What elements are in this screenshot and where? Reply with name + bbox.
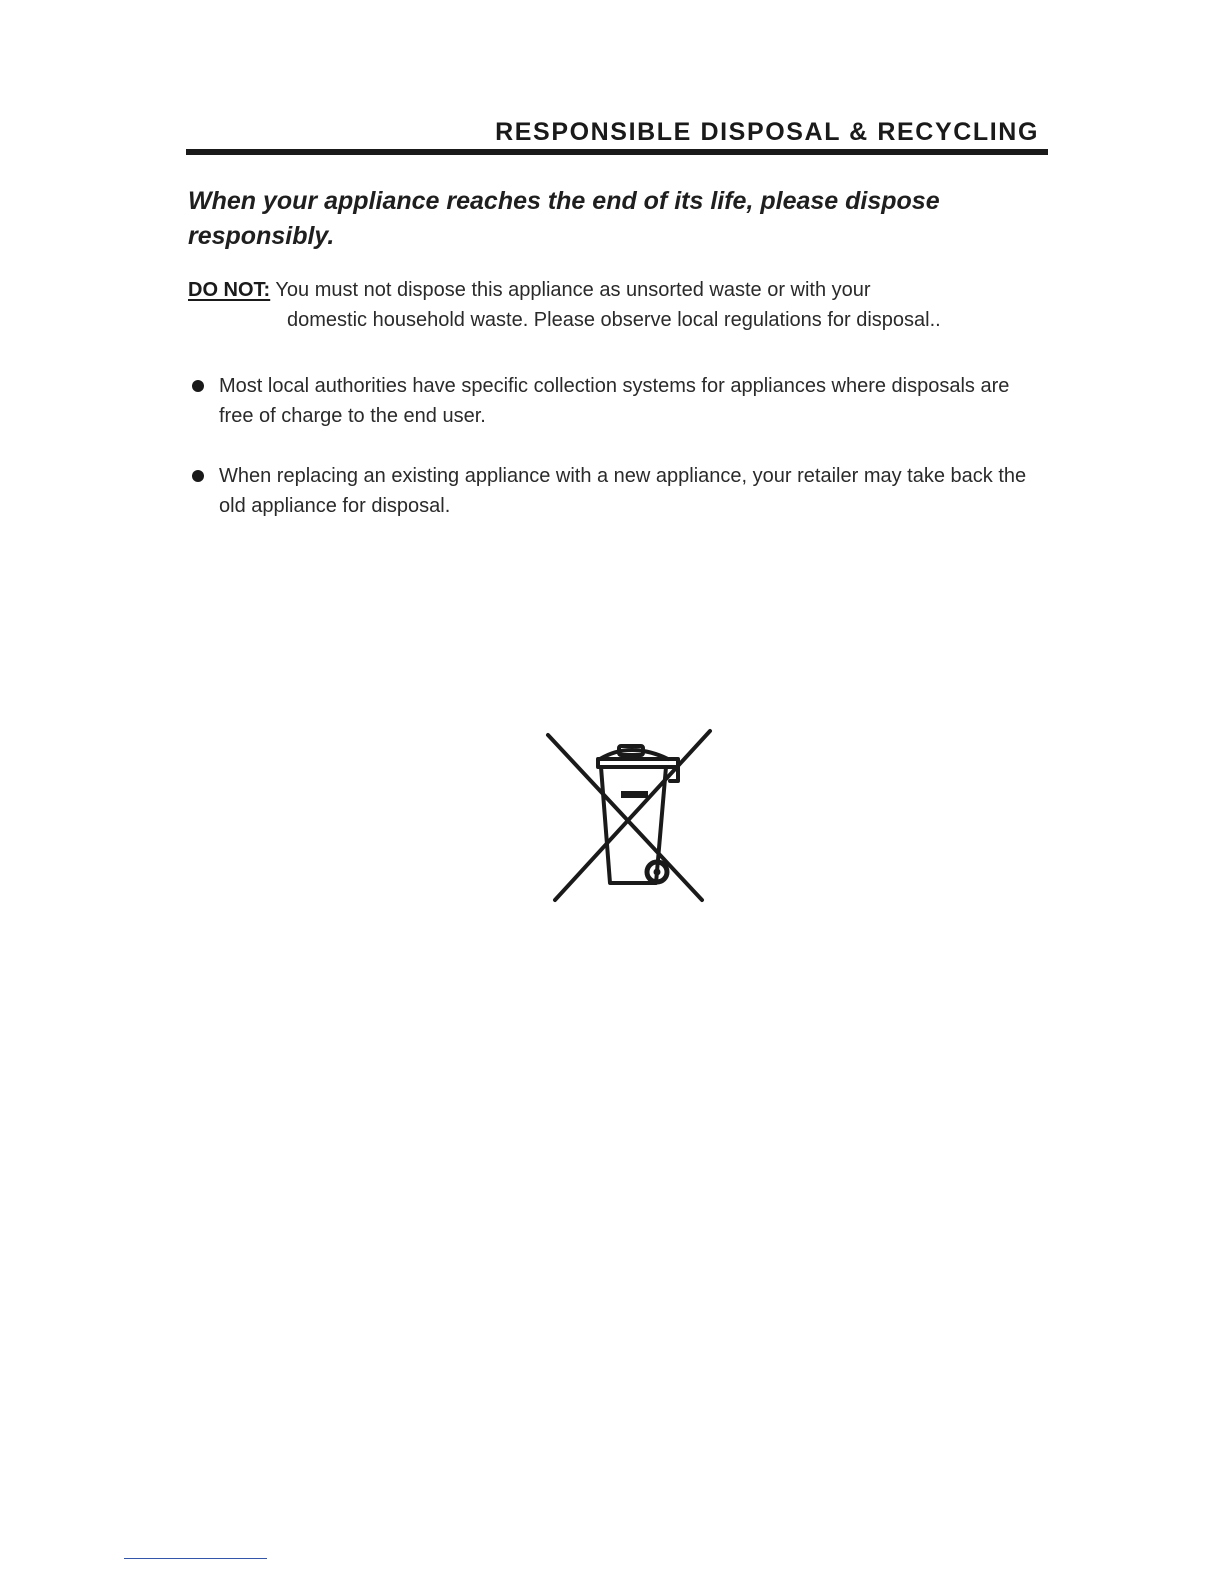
bullet-icon bbox=[192, 470, 204, 482]
do-not-label: DO NOT: bbox=[188, 279, 271, 301]
lead-statement: When your appliance reaches the end of its life, please dispose responsibly. bbox=[188, 187, 940, 250]
bullet-icon bbox=[192, 380, 204, 392]
footer-rule bbox=[124, 1558, 267, 1559]
title-underline bbox=[186, 149, 1048, 155]
list-item bbox=[188, 461, 1048, 521]
do-not-text-line2: domestic household waste. Please observe local regulations for disposal.. bbox=[287, 309, 941, 331]
list-item bbox=[188, 371, 1048, 431]
bullet-text: When replacing an existing appliance with a new appliance, your retailer may take back the old appliance for disposal. bbox=[219, 465, 1027, 517]
page-title: RESPONSIBLE DISPOSAL & RECYCLING bbox=[495, 118, 1039, 146]
disposal-bullet-list bbox=[188, 371, 1048, 551]
do-not-text-line1: You must not dispose this appliance as unsorted waste or with your bbox=[270, 279, 871, 301]
crossed-out-wheelie-bin-icon bbox=[540, 725, 720, 910]
do-not-notice bbox=[188, 275, 1048, 335]
bullet-text: Most local authorities have specific collection systems for appliances where disposals are free of charge to the end user. bbox=[219, 375, 1010, 427]
